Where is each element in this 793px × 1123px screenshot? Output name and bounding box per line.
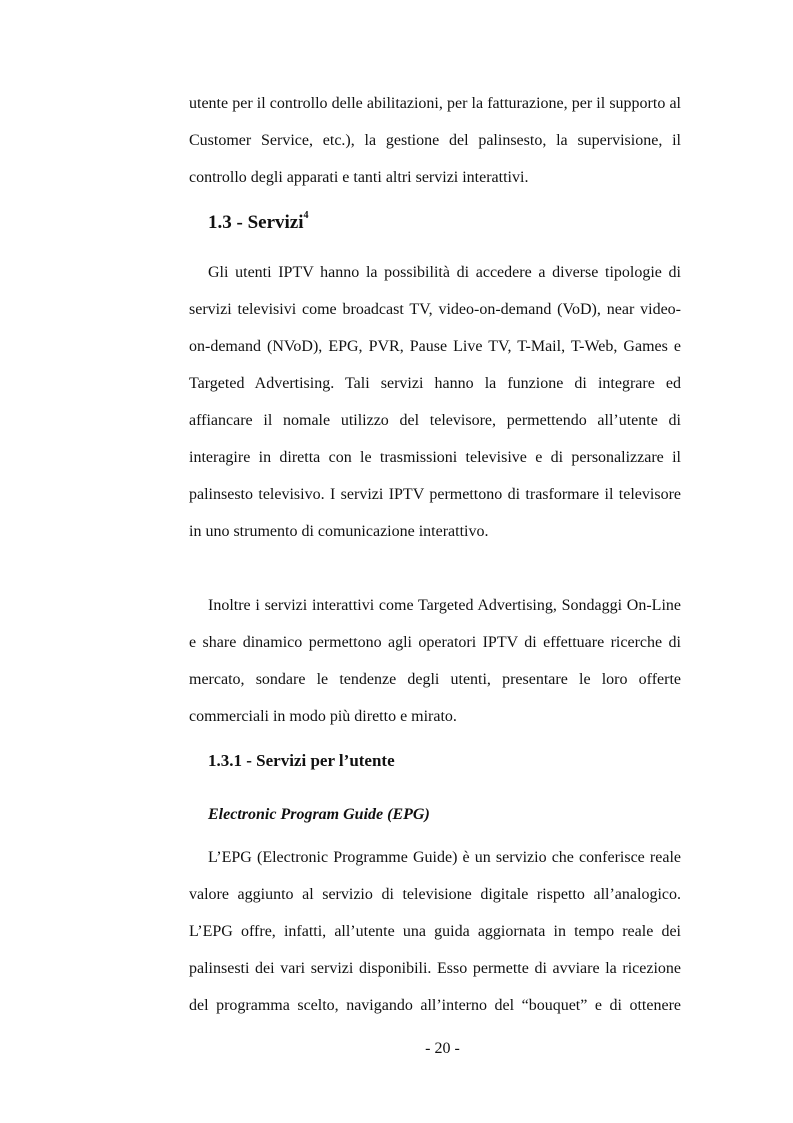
body-line: mercato, sondare le tendenze degli utenti, presentare le loro offerte <box>189 671 681 688</box>
subsection-heading: 1.3.1 - Servizi per l’utente <box>208 751 395 770</box>
body-line: affiancare il nomale utilizzo del televisore, permettendo all’utente di <box>189 412 681 429</box>
body-line: commerciali in modo più diretto e mirato. <box>189 708 457 725</box>
body-line: palinsesto televisivo. I servizi IPTV permettono di trasformare il televisore <box>189 486 681 503</box>
body-line: e share dinamico permettono agli operatori IPTV di effettuare ricerche di <box>189 634 681 651</box>
page-number: - 20 - <box>425 1040 460 1057</box>
body-line: palinsesti dei vari servizi disponibili. Esso permette di avviare la ricezione <box>189 960 681 977</box>
footnote-marker: 4 <box>303 210 309 221</box>
body-line: controllo degli apparati e tanti altri servizi interattivi. <box>189 169 529 186</box>
section-title: 1.3 - Servizi <box>208 212 304 233</box>
body-line: Customer Service, etc.), la gestione del palinsesto, la supervisione, il <box>189 132 681 149</box>
body-line: L’EPG (Electronic Programme Guide) è un servizio che conferisce reale <box>208 849 681 866</box>
subsubsection-heading: Electronic Program Guide (EPG) <box>208 806 430 823</box>
section-heading <box>208 212 309 234</box>
body-line: on-demand (NVoD), EPG, PVR, Pause Live TV, T-Mail, T-Web, Games e <box>189 338 681 355</box>
body-line: Gli utenti IPTV hanno la possibilità di accedere a diverse tipologie di <box>208 264 681 281</box>
body-line: servizi televisivi come broadcast TV, video-on-demand (VoD), near video- <box>189 301 681 318</box>
body-line: L’EPG offre, infatti, all’utente una guida aggiornata in tempo reale dei <box>189 923 681 940</box>
body-line: del programma scelto, navigando all’interno del “bouquet” e di ottenere <box>189 997 681 1014</box>
body-line: Targeted Advertising. Tali servizi hanno la funzione di integrare ed <box>189 375 681 392</box>
body-line: interagire in diretta con le trasmissioni televisive e di personalizzare il <box>189 449 681 466</box>
body-line: Inoltre i servizi interattivi come Targeted Advertising, Sondaggi On-Line <box>208 597 681 614</box>
body-line: in uno strumento di comunicazione interattivo. <box>189 523 489 540</box>
body-line: valore aggiunto al servizio di televisione digitale rispetto all’analogico. <box>189 886 681 903</box>
body-line: utente per il controllo delle abilitazioni, per la fatturazione, per il supporto al <box>189 95 681 112</box>
